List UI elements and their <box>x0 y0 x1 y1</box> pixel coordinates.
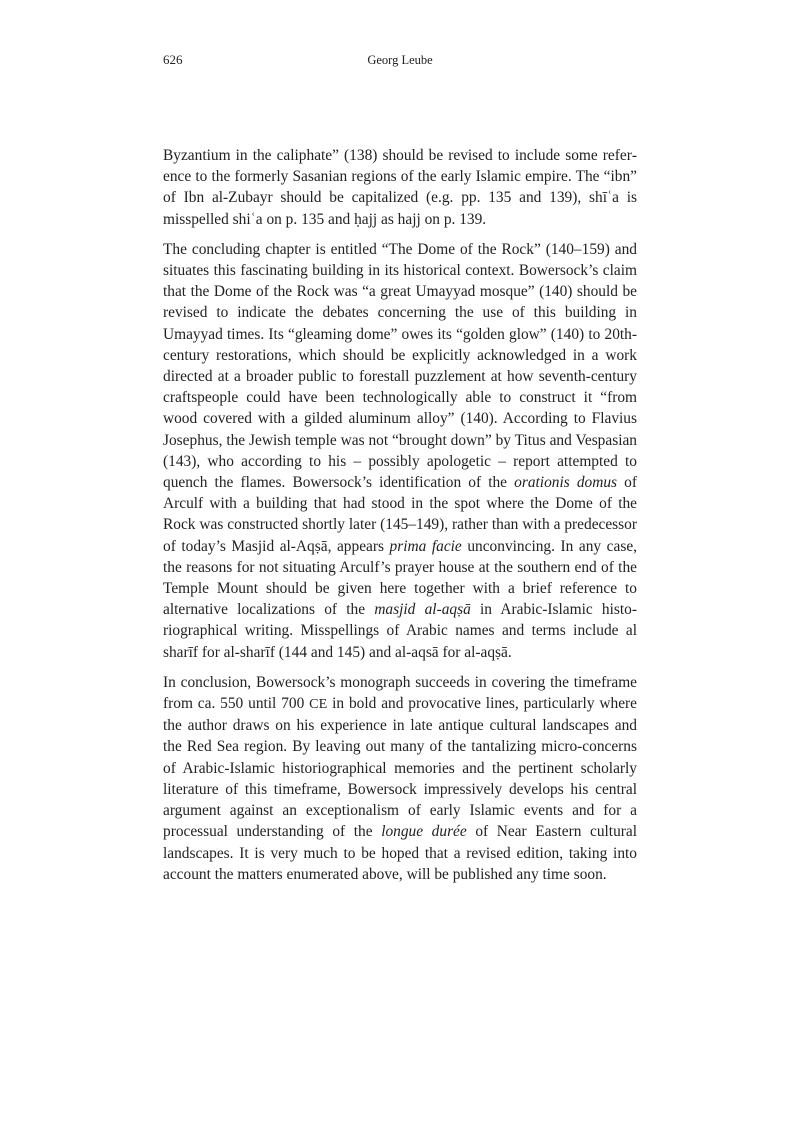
smallcaps-era: CE <box>309 696 328 713</box>
body-text <box>163 145 637 894</box>
text-segment: unconvincing. In any case, the reasons for not situating Arculf’s prayer house at the southern end of the Temple Mount should be given here together with a brief reference to alternative localizations of the <box>163 537 638 619</box>
text-segment: The concluding chapter is entitled “The Dome of the Rock” (140–159) and situates this fascinating building in its historical context. Bowersock’s claim that the Dome of the Rock was “a great Umayyad mosque” (140) should be revised to indicate the debates concerning the use of this building in Umayyad times. Its “gleaming dome” owes its “golden glow” (140) to 20th-century restorations, which should be explicitly acknowledged in a work directed at a broader public to forestall puzzlement at how seventh-century craftspeople could have been technologically able to construct it “from wood covered with a gilded aluminum alloy” (140). According to Flavius Josephus, the Jewish temple was not “brought down” by Titus and Vespasian (143), who according to his – possibly apologetic – report attempted to quench the flames. Bowersock’s identification of the <box>163 240 637 492</box>
italic-term: orationis domus <box>514 474 618 492</box>
text-segment: in bold and provocative lines, particularly where the author draws on his experience in late antique cultural landscapes and the Red Sea region. By leaving out many of the tantalizing micro-concerns of Arabic-Islamic historiographical memories and the pertinent scholarly literature of this timeframe, Bowersock impressively develops his central argument against an exceptionalism of early Islamic events and for a processual understanding of the <box>163 695 637 841</box>
text-segment: of Arculf with a building that had stood in the spot where the Dome of the Rock was constructed shortly later (145–149), rather than with a predecessor of today’s Masjid al-Aqṣā, appears <box>163 474 637 555</box>
paragraph-conclusion <box>163 672 637 885</box>
text-segment: of Near Eastern cultural landscapes. It is very much to be hoped that a revised edition, taking into account the matters enumerated above, will be published any time soon. <box>163 823 637 883</box>
italic-term: prima facie <box>389 537 462 555</box>
page-header <box>163 52 637 72</box>
text-segment: Byzantium in the caliphate” (138) should be revised to include some reference to the formerly Sasanian regions of the early Islamic empire. The “ibn” of Ibn al-Zubayr should be capitalized (e.g. pp. 135 and 139), shīʿa is misspelled shiʿa on p. 135 and ḥajj as hajj on p. 139. <box>163 147 637 228</box>
page-number: 626 <box>163 52 183 67</box>
paragraph-dome-of-the-rock <box>163 239 637 663</box>
italic-term: longue durée <box>381 823 467 841</box>
text-segment: in Arabic-Islamic historiographical writing. Misspellings of Arabic names and terms include al sharīf for al-sharīf (144 and 145) and al-aqsā for al-aqṣā. <box>163 601 637 661</box>
paragraph-corrections <box>163 145 637 230</box>
text-segment: In conclusion, Bowersock’s monograph succeeds in covering the timeframe from ca. 550 until 700 <box>163 673 637 713</box>
italic-term: masjid al-aqṣā <box>374 601 471 619</box>
running-head-author: Georg Leube <box>367 53 433 67</box>
